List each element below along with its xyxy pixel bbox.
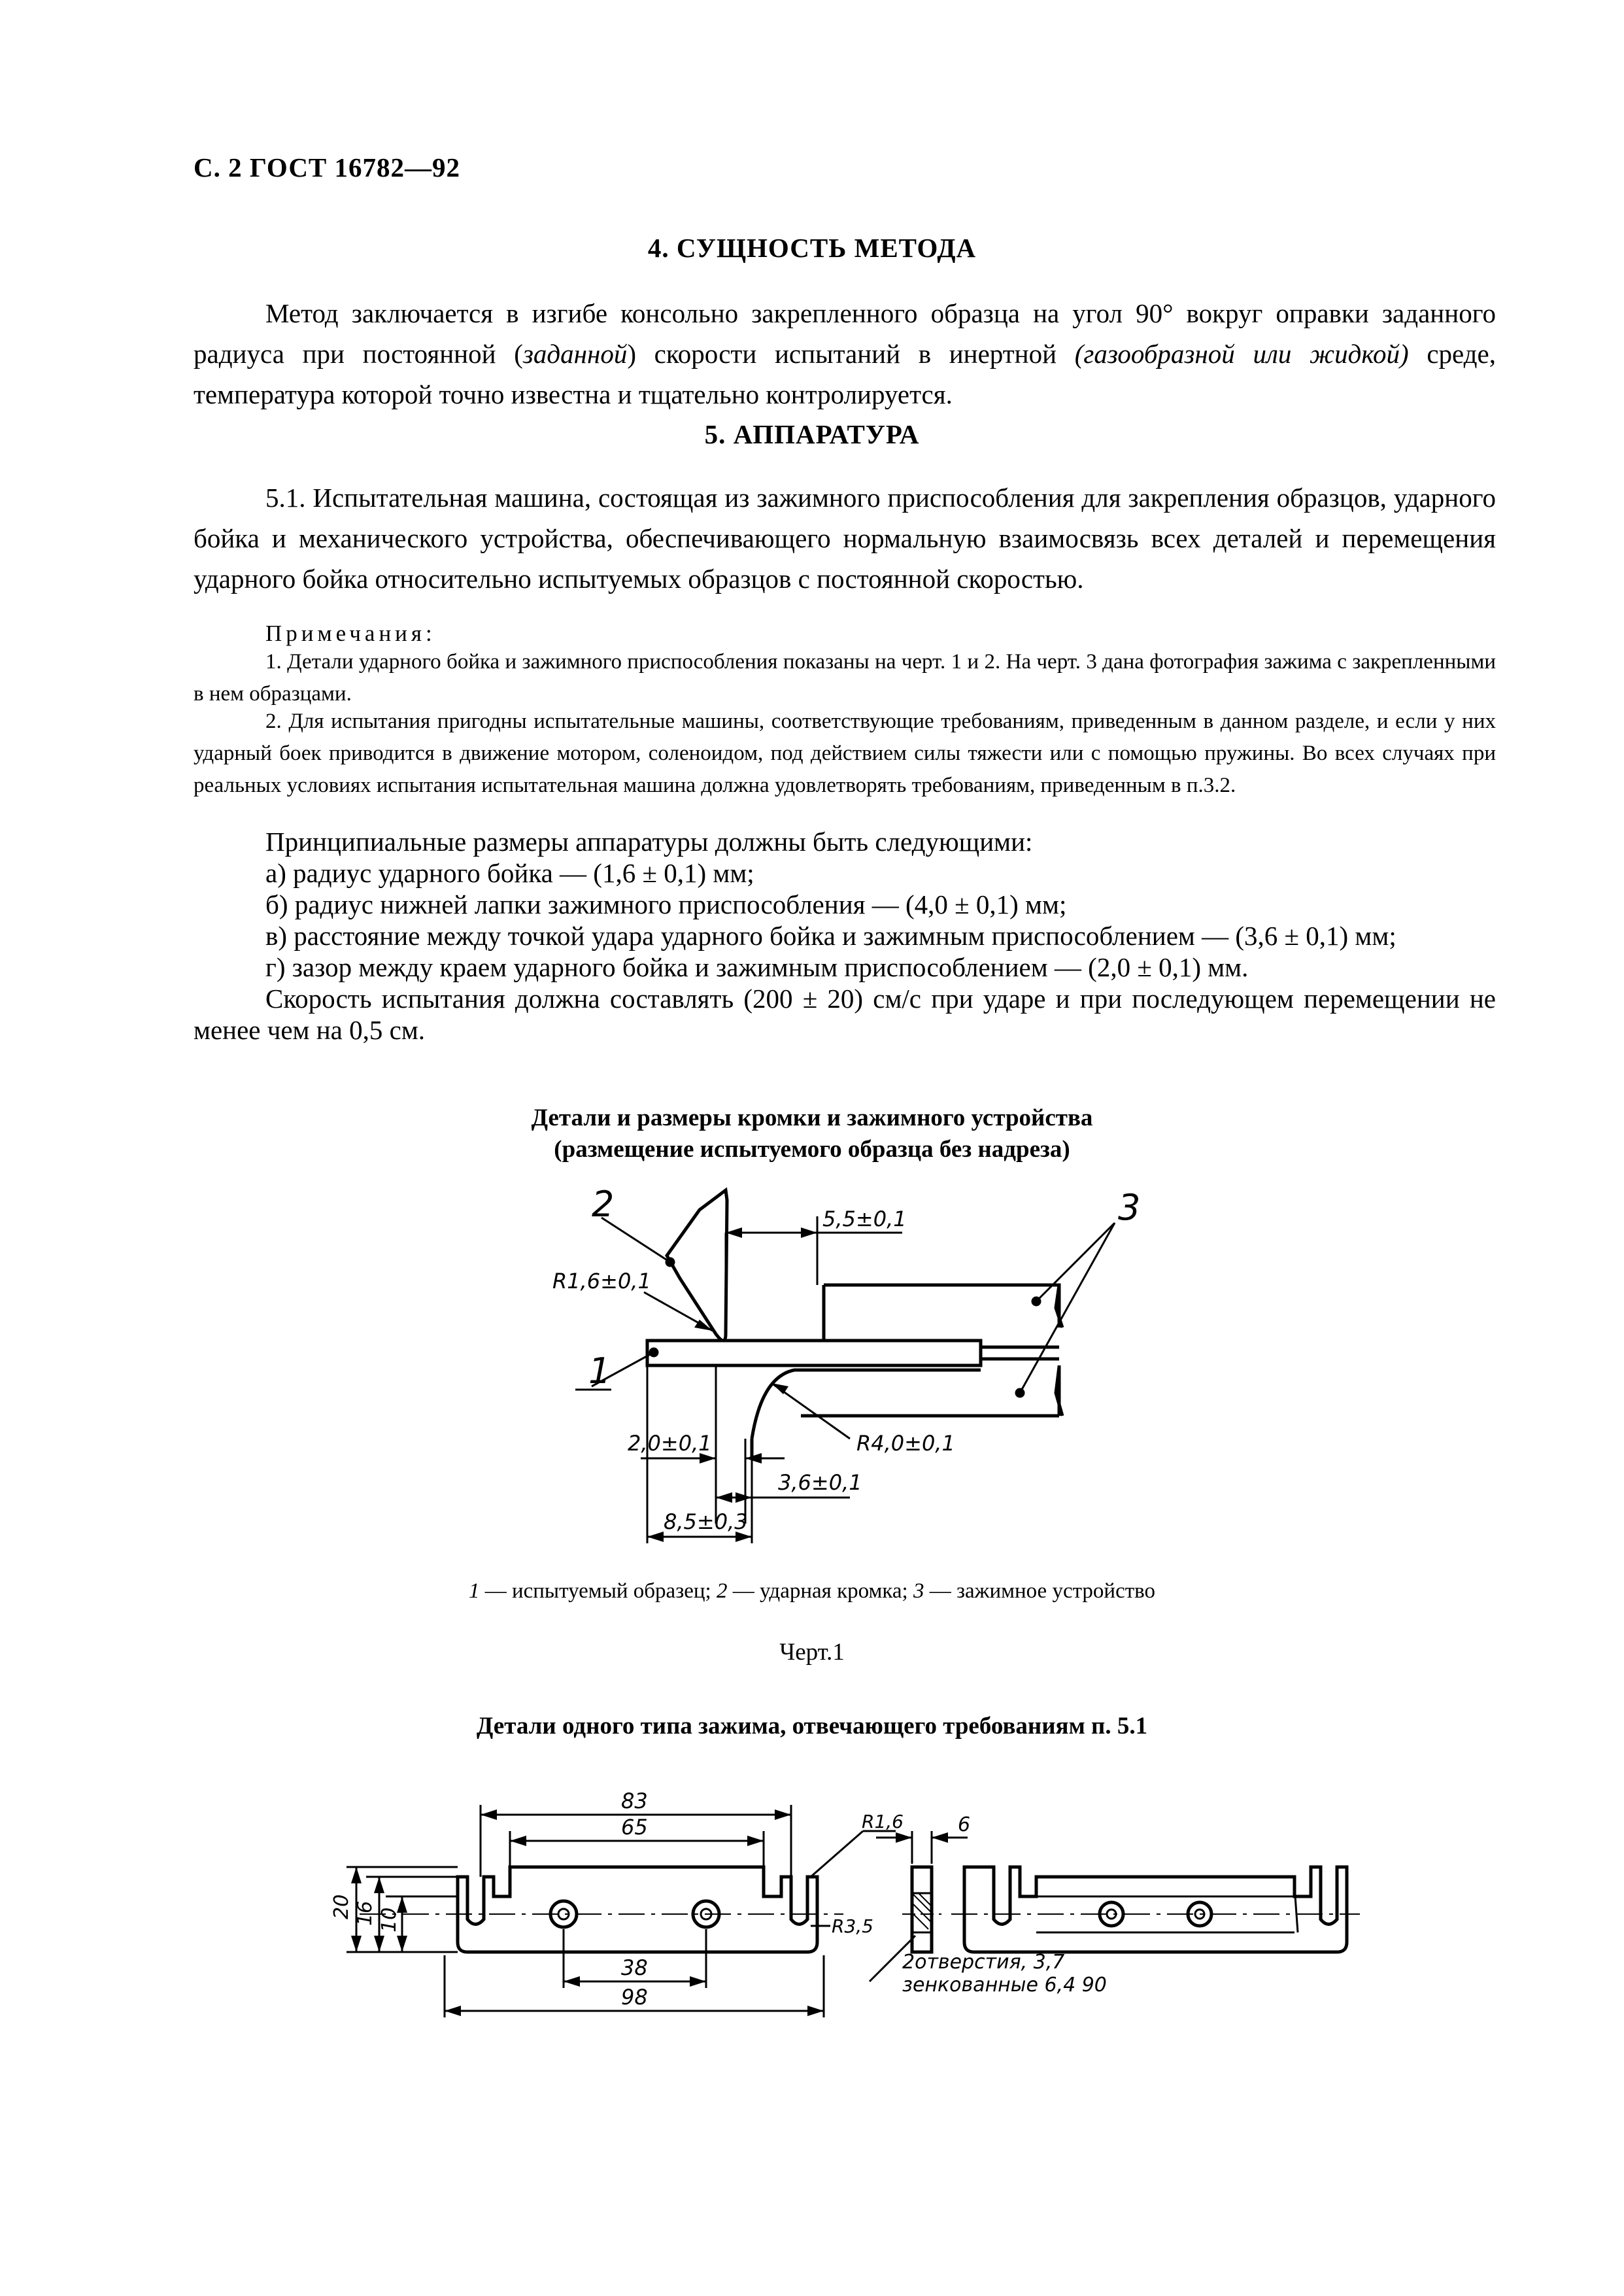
fig2-dim-16: 16	[354, 1900, 377, 1926]
note-2: 2. Для испытания пригодны испытательные машины, соответствующие требованиям, приведенным в данном разделе, и если у них ударный боек приводится в движение мотором, соленоидом, под действием силы тяжести или с помощью пружины. Во всех случаях при реальных условиях испытания испытательная машина должна удовлетворять требованиям, приведенным в п.3.2.	[194, 710, 1496, 797]
figure-1-number: Черт.1	[779, 1639, 845, 1666]
fig2-dim-83: 83	[621, 1789, 648, 1813]
fig2-dim-20: 20	[330, 1894, 353, 1919]
fig2-dim-r3-5: R3,5	[832, 1915, 873, 1937]
dim-g: г) зазор между краем ударного бойка и зажимным приспособлением — (2,0 ± 0,1) мм.	[265, 952, 1249, 982]
fig2-dim-r1-6: R1,6	[862, 1811, 904, 1832]
fig1-label-3: 3	[1118, 1187, 1141, 1228]
dim-b: б) радиус нижней лапки зажимного приспособления — (4,0 ± 0,1) мм;	[265, 889, 1067, 919]
clamp-front-view	[458, 1867, 817, 1952]
speed-requirement: Скорость испытания должна составлять (200 ± 20) см/с при ударе и при последующем перемещении не менее чем на 0,5 см.	[194, 984, 1496, 1045]
dim-a: а) радиус ударного бойка — (1,6 ± 0,1) мм;	[265, 858, 754, 888]
fig1-dim-3-6: 3,6±0,1	[778, 1470, 862, 1495]
fig2-holes-line1: 2отверстия, 3,7	[902, 1951, 1065, 1974]
fig2-dim-10: 10	[378, 1907, 401, 1932]
fig2-holes-line2: зенкованные 6,4 90	[902, 1974, 1107, 1996]
page-header: С. 2 ГОСТ 16782—92	[194, 152, 461, 182]
section-4-text: Метод заключается в изгибе консольно закрепленного образца на угол 90° вокруг оправки заданного радиуса при постоянной (заданной) скорости испытаний в инертной (газообразной или жидкой) среде, температура которой точно известна и тщательно контролируется.	[194, 298, 1496, 409]
fig2-dim-65: 65	[621, 1815, 648, 1840]
fig1-label-2: 2	[592, 1184, 615, 1225]
figure-1-caption-line2: (размещение испытуемого образца без надреза)	[554, 1136, 1070, 1163]
figure-1-caption-line1: Детали и размеры кромки и зажимного устройства	[531, 1105, 1093, 1131]
fig1-dim-r4-0: R4,0±0,1	[856, 1431, 955, 1456]
fig1-label-1: 1	[588, 1350, 611, 1392]
dims-intro: Принципиальные размеры аппаратуры должны быть следующими:	[265, 827, 1033, 857]
section-5-title: 5. АППАРАТУРА	[704, 419, 920, 449]
fig1-dim-r1-6: R1,6±0,1	[552, 1269, 651, 1294]
notes-title: Примечания:	[265, 621, 436, 646]
fig2-dim-98: 98	[621, 1985, 648, 2010]
figure-1-legend: 1 — испытуемый образец; 2 — ударная кромка; 3 — зажимное устройство	[468, 1579, 1156, 1603]
figure-2-caption: Детали одного типа зажима, отвечающего требованиям п. 5.1	[476, 1713, 1148, 1739]
clamp-top-view	[964, 1867, 1347, 1952]
fig1-dim-8-5: 8,5±0,3	[664, 1509, 748, 1534]
fig2-dim-6: 6	[958, 1813, 971, 1836]
dim-v: в) расстояние между точкой удара ударного бойка и зажимным приспособлением — (3,6 ± 0,1) мм;	[265, 921, 1396, 951]
clause-5-1: 5.1. Испытательная машина, состоящая из зажимного приспособления для закрепления образцов, ударного бойка и механического устройства, обеспечивающего нормальную взаимосвязь всех деталей и перемещения ударного бойка относительно испытуемых образцов с постоянной скоростью.	[194, 483, 1496, 594]
section-4-title: 4. СУЩНОСТЬ МЕТОДА	[647, 233, 977, 263]
fig2-dim-38: 38	[621, 1955, 648, 1980]
note-1: 1. Детали ударного бойка и зажимного приспособления показаны на черт. 1 и 2. На черт. 3 дана фотография зажима с закрепленными в нем образцами.	[194, 650, 1496, 706]
fig1-dim-5-5: 5,5±0,1	[822, 1207, 907, 1231]
fig1-dim-2-0: 2,0±0,1	[628, 1431, 712, 1456]
